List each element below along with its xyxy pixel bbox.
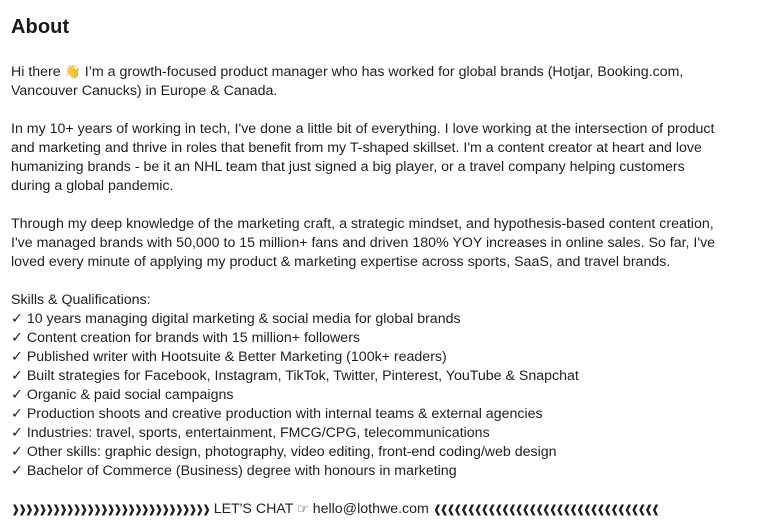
expertise-line: loved every minute of applying my product & marketing expertise across sports, SaaS, and travel brands. [11, 254, 671, 270]
experience-line: humanizing brands - be it an NHL team that just signed a big player, or a travel company helping customers [11, 159, 685, 175]
skill-item: ✓ Built strategies for Facebook, Instagram, TikTok, Twitter, Pinterest, YouTube & Snapchat [11, 368, 579, 384]
intro-line-1-text: I’m a growth-focused product manager who has worked for global brands (Hotjar, Booking.com, [84, 64, 684, 80]
skill-item: ✓ Bachelor of Commerce (Business) degree with honours in marketing [11, 463, 457, 479]
expertise-paragraph [11, 215, 759, 272]
experience-line: In my 10+ years of working in tech, I've done a little bit of everything. I love working at the intersection of product [11, 121, 715, 137]
intro-line-1 [11, 63, 759, 82]
skill-item: ✓ Other skills: graphic design, photography, video editing, front-end coding/web design [11, 444, 557, 460]
skill-item: ✓ Industries: travel, sports, entertainment, FMCG/CPG, telecommunications [11, 425, 490, 441]
email-link[interactable]: hello@lothwe.com [312, 501, 429, 517]
skills-heading: Skills & Qualifications: [11, 292, 151, 308]
skill-item: ✓ Content creation for brands with 15 million+ followers [11, 330, 361, 346]
about-body [11, 63, 759, 519]
cta-label: LET'S CHAT [213, 501, 294, 517]
right-arrows-decoration: ❱❱❱❱❱❱❱❱❱❱❱❱❱❱❱❱❱❱❱❱❱❱❱❱❱❱❱❱❱ [11, 503, 209, 516]
expertise-line: Through my deep knowledge of the marketing craft, a strategic mindset, and hypothesis-based content creation, [11, 216, 714, 232]
contact-cta [11, 500, 759, 519]
skills-list [11, 291, 759, 481]
skill-item: ✓ Published writer with Hootsuite & Better Marketing (100k+ readers) [11, 349, 447, 365]
expertise-line: I've managed brands with 50,000 to 15 million+ fans and driven 180% YOY increases in online sales. So far, I've [11, 235, 716, 251]
skill-item: ✓ 10 years managing digital marketing & social media for global brands [11, 311, 461, 327]
skill-item: ✓ Organic & paid social campaigns [11, 387, 234, 403]
waving-hand-icon: 👋 [64, 65, 81, 80]
pointing-hand-icon: ☞ [297, 502, 309, 517]
about-heading: About [11, 16, 70, 38]
intro-greeting: Hi there [11, 64, 61, 80]
skill-item: ✓ Production shoots and creative production with internal teams & external agencies [11, 406, 543, 422]
intro-line-2: Vancouver Canucks) in Europe & Canada. [11, 83, 278, 99]
experience-paragraph [11, 120, 759, 196]
intro-paragraph [11, 63, 759, 101]
left-arrows-decoration: ❰❰❰❰❰❰❰❰❰❰❰❰❰❰❰❰❰❰❰❰❰❰❰❰❰❰❰❰❰❰❰❰❰ [432, 503, 658, 516]
experience-line: during a global pandemic. [11, 178, 174, 194]
experience-line: and marketing and thrive in roles that benefit from my T-shaped skillset. I'm a content creator at heart and love [11, 140, 702, 156]
